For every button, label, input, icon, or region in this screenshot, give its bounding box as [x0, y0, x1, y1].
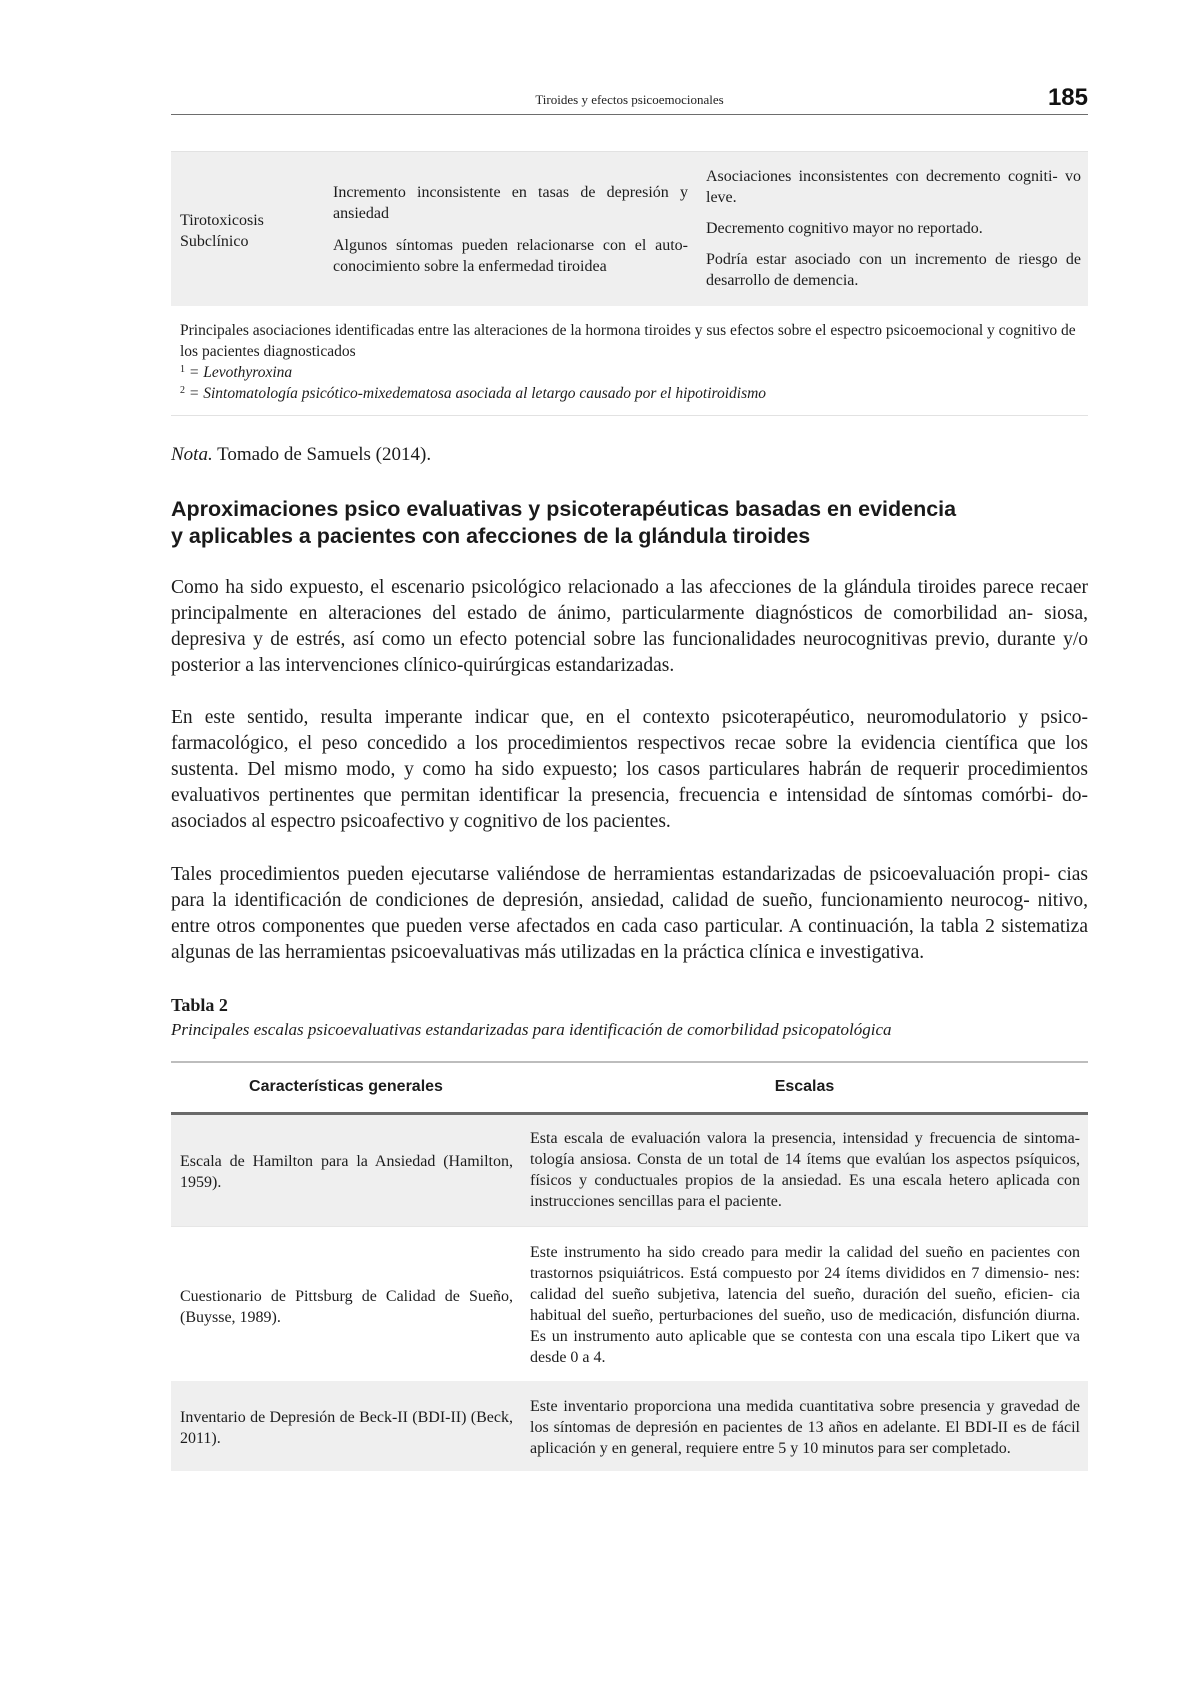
- column-header: Características generales: [249, 1078, 443, 1095]
- table2-subtitle: Principales escalas psicoevaluativas estandarizadas para identificación de comorbilidad psicopatológica: [171, 1020, 892, 1039]
- footnote-1: $^1$ = Levothyroxina: [180, 364, 293, 381]
- table2-header: [171, 1061, 1088, 1115]
- cognitive-effects-cell: [706, 166, 1081, 301]
- cell-scale-name: Escala de Hamilton para la Ansiedad (Hamilton, 1959).: [180, 1153, 513, 1191]
- cell-description: Este instrumento ha sido creado para medir la calidad del sueño en pacientes con trastornos psiquiátricos. Está compuesto por 24 ítems divididos en 7 dimensio- nes: calidad del sueño subjetiva, latencia del sueño, duración del sueño, eficien- cia habitual del sueño, perturbaciones del sueño, uso de medicación, disfunción diurna. Es un instrumento auto aplicable que se contesta con una escala tipo Likert que va desde 0 a 4.: [530, 1244, 1080, 1366]
- source-note: Nota. Tomado de Samuels (2014).: [171, 444, 432, 465]
- table1-continuation-row: [171, 151, 1088, 306]
- psychological-effects-cell: [333, 182, 688, 288]
- cell-text: Podría estar asociado con un incremento de riesgo de desarrollo de demencia.: [706, 251, 1081, 289]
- cell-text: Algunos síntomas pueden relacionarse con el auto- conocimiento sobre la enfermedad tiroidea: [333, 237, 688, 275]
- page-number: 185: [1047, 84, 1088, 111]
- cell-text: Incremento inconsistente en tasas de depresión y ansiedad: [333, 184, 688, 222]
- table1-footnotes: [171, 305, 1088, 416]
- body-paragraph: En este sentido, resulta imperante indicar que, en el contexto psicoterapéutico, neuromodulatorio y psico- farmacológico, el peso concedido a los procedimientos respectivos recae sobre la evidencia científica que los sustenta. Del mismo modo, y como ha sido expuesto; los casos particulares habrán de requerir procedimientos evaluativos pertinentes que permitan identificar la presencia, frecuencia e intensidad de síntomas comórbi- do-asociados al espectro psicoafectivo y cognitivo de los pacientes.: [171, 707, 1088, 832]
- footnote-2: $^2$ = Sintomatología psicótico-mixedematosa asociada al letargo causado por el hipotiroidismo: [180, 385, 767, 402]
- cell-description: Esta escala de evaluación valora la presencia, intensidad y frecuencia de sintoma- tología ansiosa. Consta de un total de 14 ítems que evalúan los aspectos psíquicos, físicos y conductuales propios de la ansiedad. Es una escala hetero aplicada con instrucciones sencillas para el paciente.: [530, 1130, 1080, 1210]
- body-paragraph: Como ha sido expuesto, el escenario psicológico relacionado a las afecciones de la glándula tiroides parece recaer principalmente en alteraciones del estado de ánimo, particularmente diagnósticos de comorbilidad an- siosa, depresiva y de estrés, así como un efecto potencial sobre las funcionalidades neurocognitivas previo, durante y/o posterior a las intervenciones clínico-quirúrgicas estandarizadas.: [171, 577, 1088, 676]
- column-header: Escalas: [774, 1078, 835, 1095]
- cell-text: Decremento cognitivo mayor no reportado.: [706, 220, 983, 237]
- table-row: [171, 1115, 1088, 1226]
- cell-description: Este inventario proporciona una medida cuantitativa sobre presencia y gravedad de los síntomas de depresión en pacientes de 13 años en adelante. El BDI-II es de fácil aplicación y en general, requiere entre 5 y 10 minutos para ser completado.: [530, 1398, 1080, 1457]
- page-header: [171, 84, 1088, 115]
- row-label: Tirotoxicosis Subclínico: [180, 212, 264, 250]
- cell-scale-name: Inventario de Depresión de Beck-II (BDI-II) (Beck, 2011).: [180, 1409, 513, 1447]
- body-paragraph: Tales procedimientos pueden ejecutarse valiéndose de herramientas estandarizadas de psicoevaluación propi- cias para la identificación de condiciones de depresión, ansiedad, calidad de sueño, funcionamiento neurocog- nitivo, entre otros componentes que pueden verse afectados en cada caso particular. A continuación, la tabla 2 sistematiza algunas de las herramientas psicoevaluativas más utilizadas en la práctica clínica e investigativa.: [171, 864, 1088, 963]
- table-row: [171, 1381, 1088, 1471]
- section-heading: Aproximaciones psico evaluativas y psicoterapéuticas basadas en evidencia y aplicables a pacientes con afecciones de la glándula tiroides: [171, 497, 957, 548]
- table-summary: Principales asociaciones identificadas entre las alteraciones de la hormona tiroides y sus efectos sobre el espectro psicoemocional y cognitivo de los pacientes diagnosticados: [180, 322, 1076, 360]
- table-row: [171, 1226, 1088, 1382]
- cell-scale-name: Cuestionario de Pittsburg de Calidad de Sueño, (Buysse, 1989).: [180, 1288, 513, 1326]
- cell-text: Asociaciones inconsistentes con decremento cogniti- vo leve.: [706, 168, 1081, 206]
- table2-caption: Tabla 2: [171, 995, 228, 1015]
- running-title: Tiroides y efectos psicoemocionales: [535, 92, 724, 107]
